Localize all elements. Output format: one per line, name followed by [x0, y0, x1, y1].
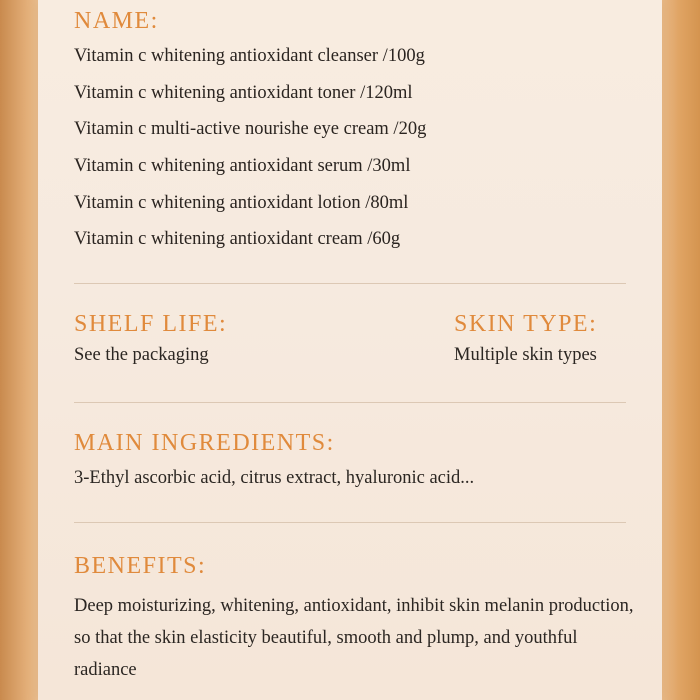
product-name-list [74, 38, 426, 258]
shelf-life-heading: SHELF LIFE: [74, 311, 228, 337]
benefits-value: Deep moisturizing, whitening, antioxidant, inhibit skin melanin production, so that the skin elasticity beautiful, smooth and plump, and youthful radiance [74, 596, 634, 680]
list-item: Vitamin c whitening antioxidant cream /60g [74, 229, 401, 250]
divider [74, 522, 626, 523]
name-heading: NAME: [74, 8, 159, 34]
shelf-life-value: See the packaging [74, 345, 209, 365]
divider [74, 283, 626, 284]
list-item: Vitamin c whitening antioxidant cleanser /100g [74, 46, 425, 66]
list-item: Vitamin c multi-active nourishe eye cream /20g [74, 119, 427, 140]
list-item: Vitamin c whitening antioxidant lotion /80ml [74, 192, 409, 213]
skin-type-value: Multiple skin types [454, 345, 597, 365]
benefits-heading: BENEFITS: [74, 553, 207, 579]
main-ingredients-value: 3-Ethyl ascorbic acid, citrus extract, hyaluronic acid... [74, 468, 475, 488]
main-ingredients-heading: MAIN INGREDIENTS: [74, 430, 335, 456]
divider [74, 402, 626, 403]
skin-type-heading: SKIN TYPE: [454, 311, 598, 337]
list-item: Vitamin c whitening antioxidant toner /120ml [74, 82, 413, 103]
list-item: Vitamin c whitening antioxidant serum /30ml [74, 156, 411, 177]
